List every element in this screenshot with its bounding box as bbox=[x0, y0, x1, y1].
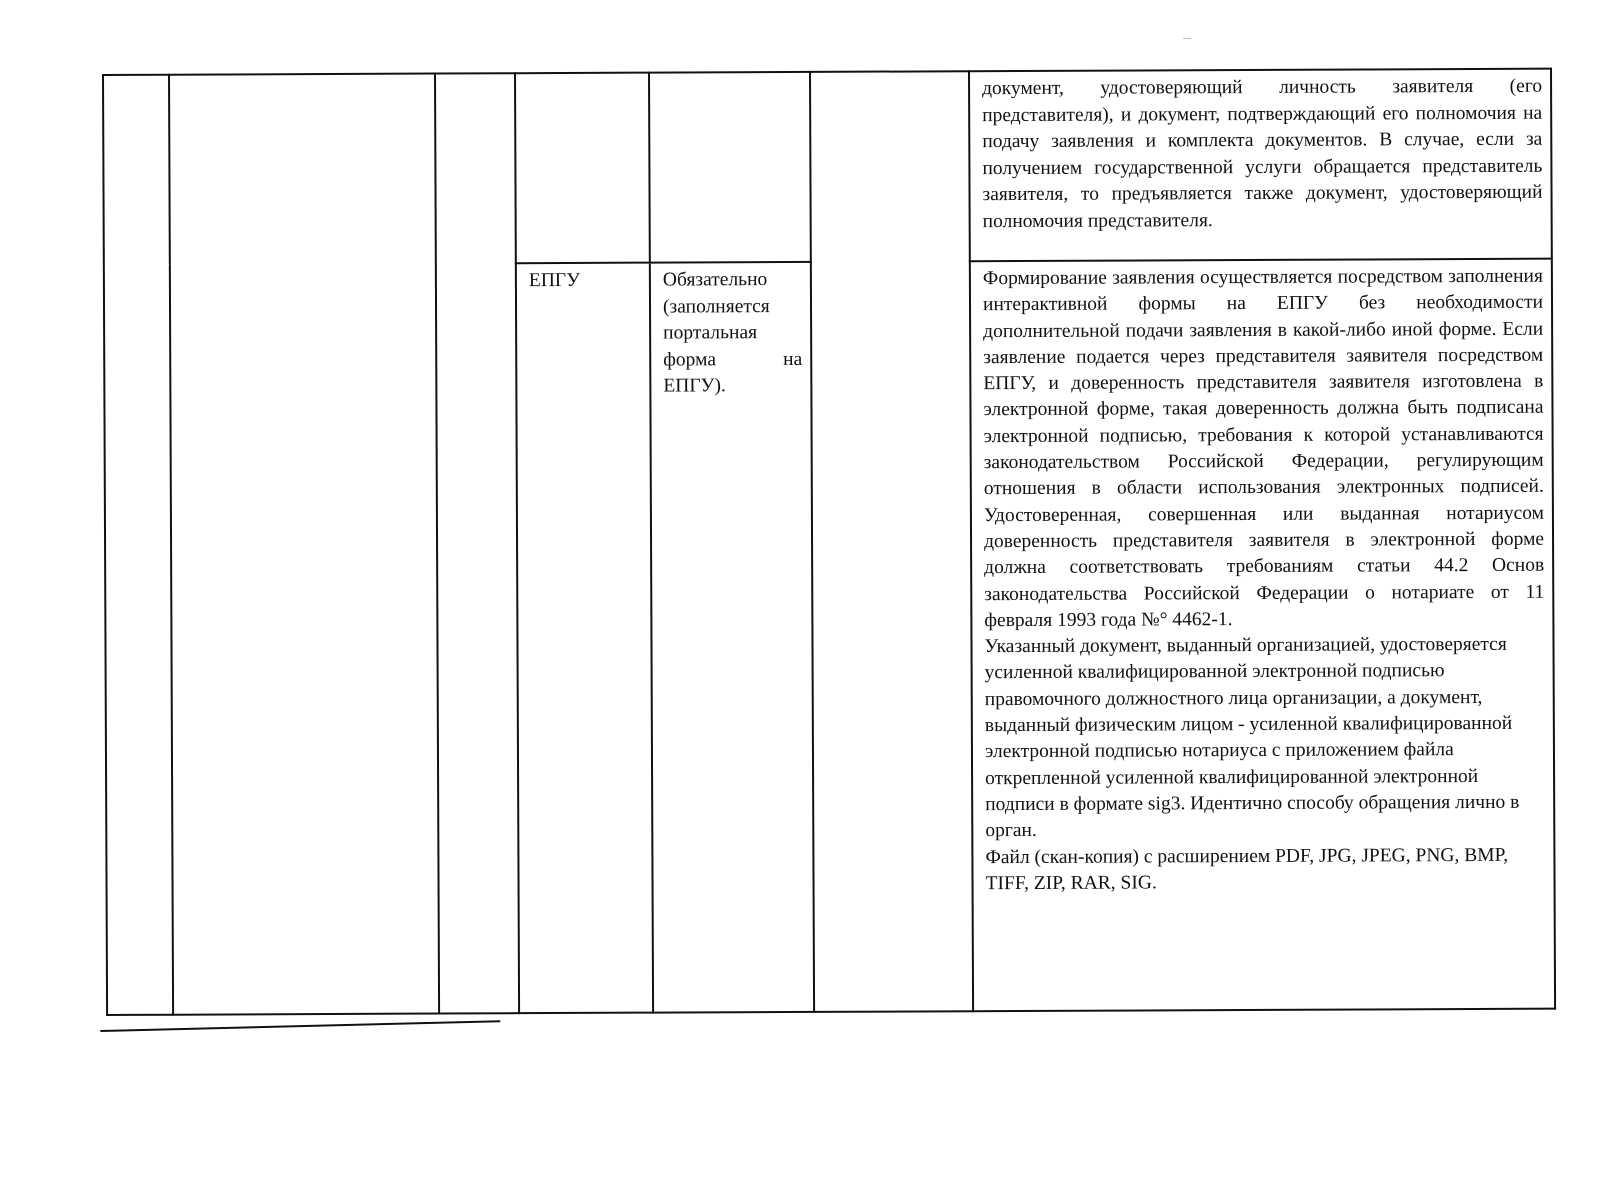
empty-cell bbox=[435, 73, 519, 1013]
necessity-cell bbox=[650, 262, 814, 1013]
empty-cell bbox=[169, 74, 439, 1015]
channel-text: ЕПГУ bbox=[528, 269, 581, 292]
requirements-cell bbox=[970, 259, 1555, 1012]
requirements-table bbox=[102, 68, 1556, 1016]
scan-artifact bbox=[1183, 38, 1191, 39]
requirements-paragraph: Указанный документ, выданный организацией, удостоверяется усиленной квалифицированной электронной подписью правомочного должностного лица организации, а документ, выданный физическим лицом - усиленной квалифицированной электронной подписью нотариуса с приложением файла открепленной усиленной квалифицированной электронной подписи в формате sig3. Идентично способу обращения лично в орган. bbox=[984, 634, 1520, 842]
requirements-paragraph: Файл (скан-копия) с расширением PDF, JPG, JPEG, PNG, BMP, TIFF, ZIP, RAR, SIG. bbox=[985, 844, 1509, 894]
empty-cell bbox=[649, 72, 811, 263]
empty-cell bbox=[103, 75, 173, 1015]
requirements-paragraph: Формирование заявления осуществляется посредством заполнения интерактивной формы на ЕПГУ без необходимости дополнительной подачи заявления в какой-либо иной форме. Если заявление подается через представителя заявителя посредством ЕПГУ, и доверенность представителя заявителя изготовлена в электронной форме, такая доверенность должна быть подписана электронной подписью, требования к которой устанавливаются законодательством Российской Федерации, регулирующим отношения в области использования электронных подписей. Удостоверенная, совершенная или выданная нотариусом доверенность представителя заявителя в электронной форме должна соответствовать требованиям статьи 44.2 Основ законодательства Российской Федерации о нотариате от 11 февраля 1993 года №° 4462-1. bbox=[982, 265, 1545, 632]
necessity-text: Обязательно (заполняется портальная форма на ЕПГУ). bbox=[662, 269, 803, 397]
table-row bbox=[103, 69, 1552, 265]
requirements-text: документ, удостоверяющий личность заявителя (его представителя), и документ, подтверждающий его полномочия на подачу заявления и комплекта документов. В случае, если за получением государственной услуги обращается представитель заявителя, то предъявляется также документ, удостоверяющий полномочия представителя. bbox=[982, 75, 1543, 233]
empty-cell bbox=[515, 73, 650, 264]
empty-cell bbox=[810, 71, 973, 1012]
channel-cell bbox=[516, 263, 653, 1014]
requirements-cell bbox=[969, 69, 1552, 262]
